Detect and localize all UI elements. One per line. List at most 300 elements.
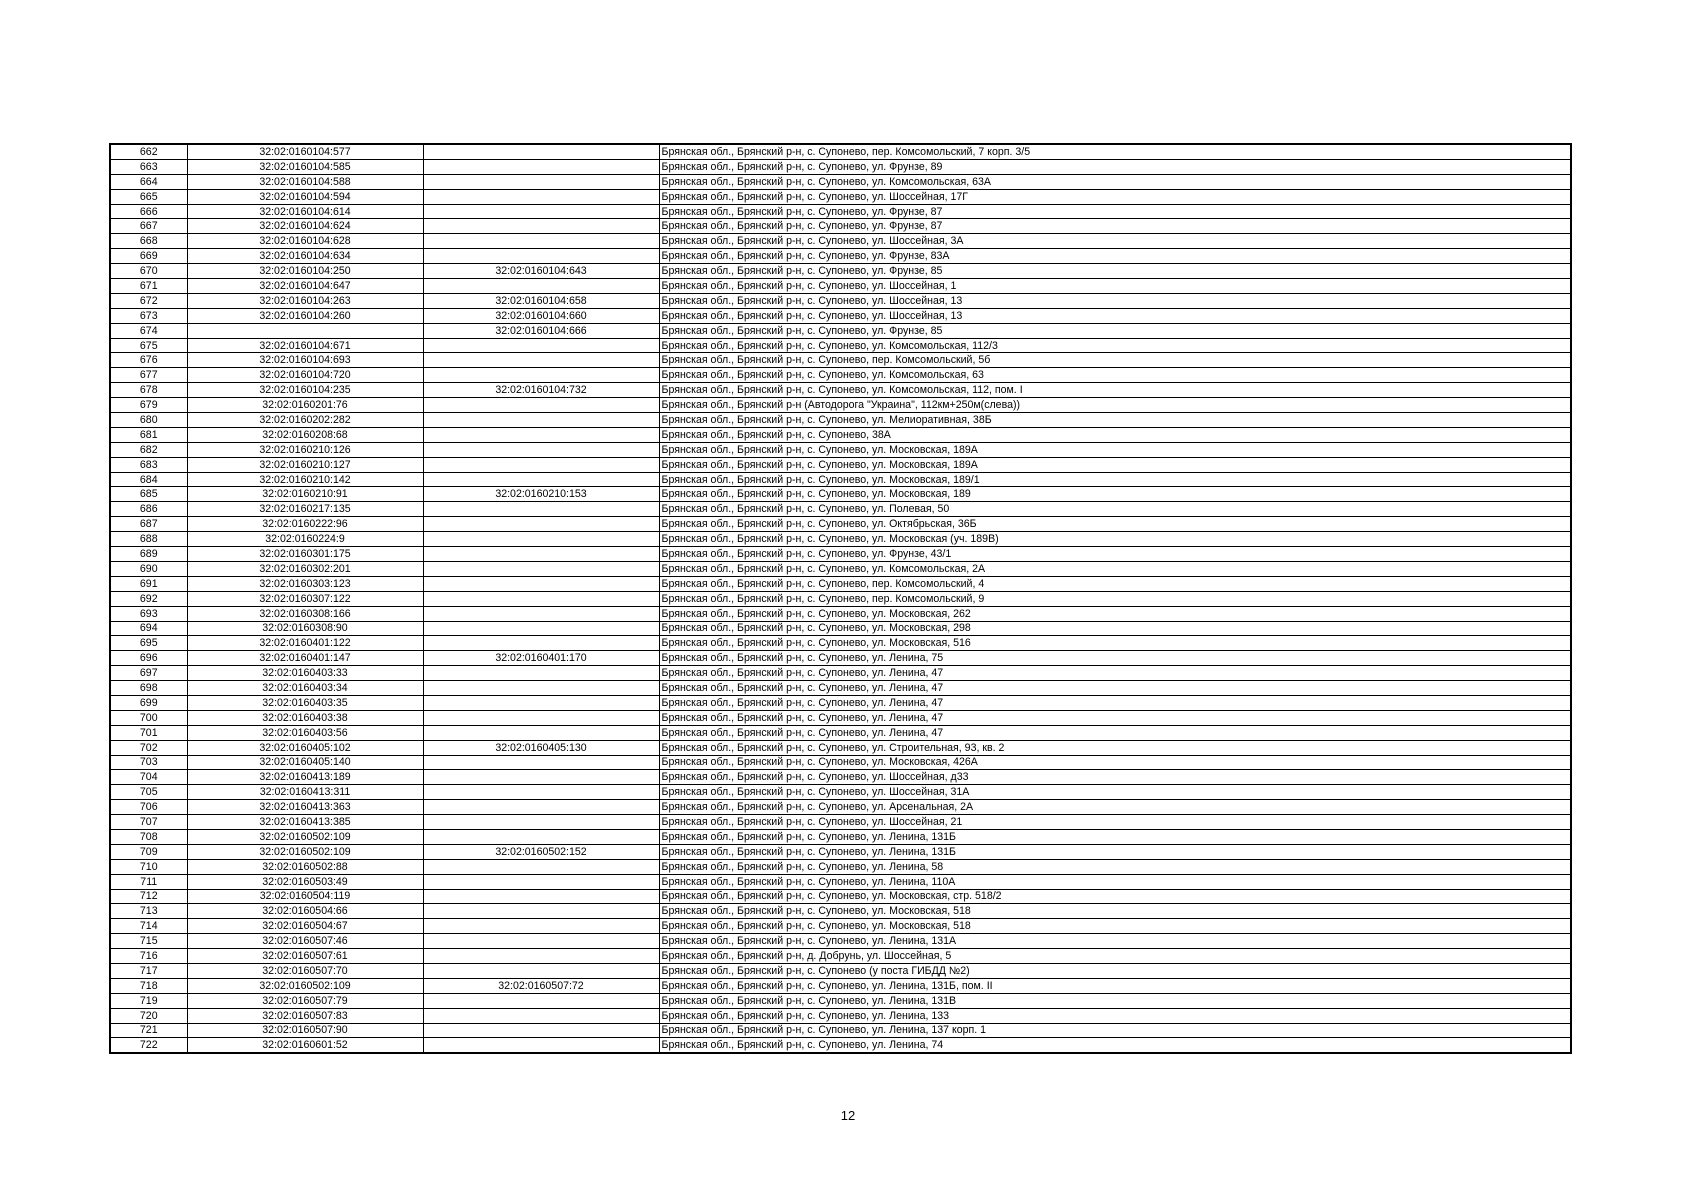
new-cadastral-number-cell: 32:02:0160405:130 bbox=[423, 740, 659, 755]
table-row bbox=[110, 279, 1571, 294]
address-cell: Брянская обл., Брянский р-н, с. Супонево, ул. Ленина, 131Б bbox=[659, 829, 1571, 844]
address-cell: Брянская обл., Брянский р-н, с. Супонево, ул. Московская, 189А bbox=[659, 457, 1571, 472]
table-row bbox=[110, 651, 1571, 666]
row-number-cell: 708 bbox=[110, 829, 187, 844]
row-number-cell: 671 bbox=[110, 279, 187, 294]
cadastral-number-cell: 32:02:0160504:66 bbox=[187, 904, 423, 919]
cadastral-number-cell: 32:02:0160507:90 bbox=[187, 1023, 423, 1038]
cadastral-number-cell: 32:02:0160401:122 bbox=[187, 636, 423, 651]
cadastral-number-cell: 32:02:0160504:67 bbox=[187, 919, 423, 934]
row-number-cell: 714 bbox=[110, 919, 187, 934]
cadastral-number-cell: 32:02:0160502:109 bbox=[187, 978, 423, 993]
table-row bbox=[110, 874, 1571, 889]
row-number-cell: 698 bbox=[110, 681, 187, 696]
cadastral-number-cell: 32:02:0160403:56 bbox=[187, 725, 423, 740]
row-number-cell: 703 bbox=[110, 755, 187, 770]
table-row bbox=[110, 427, 1571, 442]
new-cadastral-number-cell bbox=[423, 934, 659, 949]
address-cell: Брянская обл., Брянский р-н, с. Супонево, ул. Ленина, 137 корп. 1 bbox=[659, 1023, 1571, 1038]
address-cell: Брянская обл., Брянский р-н, с. Супонево, ул. Фрунзе, 85 bbox=[659, 323, 1571, 338]
cadastral-number-cell: 32:02:0160302:201 bbox=[187, 561, 423, 576]
table-row bbox=[110, 785, 1571, 800]
address-cell: Брянская обл., Брянский р-н, с. Супонево, ул. Ленина, 75 bbox=[659, 651, 1571, 666]
cadastral-number-cell: 32:02:0160222:96 bbox=[187, 517, 423, 532]
row-number-cell: 669 bbox=[110, 249, 187, 264]
cadastral-number-cell: 32:02:0160104:585 bbox=[187, 159, 423, 174]
address-cell: Брянская обл., Брянский р-н, с. Супонево, ул. Ленина, 131Б, пом. II bbox=[659, 978, 1571, 993]
cadastral-number-cell: 32:02:0160104:614 bbox=[187, 204, 423, 219]
new-cadastral-number-cell bbox=[423, 517, 659, 532]
cadastral-number-cell: 32:02:0160413:385 bbox=[187, 815, 423, 830]
address-cell: Брянская обл., Брянский р-н, с. Супонево, ул. Фрунзе, 89 bbox=[659, 159, 1571, 174]
new-cadastral-number-cell bbox=[423, 606, 659, 621]
address-cell: Брянская обл., Брянский р-н, с. Супонево, ул. Ленина, 131А bbox=[659, 934, 1571, 949]
row-number-cell: 686 bbox=[110, 502, 187, 517]
row-number-cell: 717 bbox=[110, 963, 187, 978]
row-number-cell: 666 bbox=[110, 204, 187, 219]
property-table bbox=[109, 143, 1572, 1054]
row-number-cell: 672 bbox=[110, 293, 187, 308]
table-row bbox=[110, 383, 1571, 398]
table-row bbox=[110, 681, 1571, 696]
new-cadastral-number-cell: 32:02:0160104:660 bbox=[423, 308, 659, 323]
row-number-cell: 682 bbox=[110, 442, 187, 457]
table-row bbox=[110, 144, 1571, 159]
row-number-cell: 668 bbox=[110, 234, 187, 249]
table-row bbox=[110, 368, 1571, 383]
row-number-cell: 662 bbox=[110, 144, 187, 159]
address-cell: Брянская обл., Брянский р-н, с. Супонево, ул. Комсомольская, 112/3 bbox=[659, 338, 1571, 353]
cadastral-number-cell bbox=[187, 323, 423, 338]
cadastral-number-cell: 32:02:0160104:634 bbox=[187, 249, 423, 264]
table-row bbox=[110, 249, 1571, 264]
row-number-cell: 696 bbox=[110, 651, 187, 666]
row-number-cell: 678 bbox=[110, 383, 187, 398]
new-cadastral-number-cell bbox=[423, 427, 659, 442]
new-cadastral-number-cell bbox=[423, 547, 659, 562]
new-cadastral-number-cell bbox=[423, 785, 659, 800]
cadastral-number-cell: 32:02:0160507:70 bbox=[187, 963, 423, 978]
new-cadastral-number-cell bbox=[423, 442, 659, 457]
new-cadastral-number-cell bbox=[423, 457, 659, 472]
new-cadastral-number-cell: 32:02:0160104:732 bbox=[423, 383, 659, 398]
new-cadastral-number-cell bbox=[423, 576, 659, 591]
address-cell: Брянская обл., Брянский р-н, с. Супонево, ул. Арсенальная, 2А bbox=[659, 800, 1571, 815]
row-number-cell: 716 bbox=[110, 949, 187, 964]
table-row bbox=[110, 710, 1571, 725]
row-number-cell: 677 bbox=[110, 368, 187, 383]
table-row bbox=[110, 949, 1571, 964]
row-number-cell: 707 bbox=[110, 815, 187, 830]
cadastral-number-cell: 32:02:0160502:109 bbox=[187, 844, 423, 859]
address-cell: Брянская обл., Брянский р-н, с. Супонево, ул. Фрунзе, 83А bbox=[659, 249, 1571, 264]
new-cadastral-number-cell bbox=[423, 413, 659, 428]
address-cell: Брянская обл., Брянский р-н, с. Супонево, ул. Московская, стр. 518/2 bbox=[659, 889, 1571, 904]
table-row bbox=[110, 591, 1571, 606]
cadastral-number-cell: 32:02:0160403:34 bbox=[187, 681, 423, 696]
cadastral-number-cell: 32:02:0160503:49 bbox=[187, 874, 423, 889]
address-cell: Брянская обл., Брянский р-н, с. Супонево, пер. Комсомольский, 4 bbox=[659, 576, 1571, 591]
row-number-cell: 673 bbox=[110, 308, 187, 323]
new-cadastral-number-cell: 32:02:0160104:666 bbox=[423, 323, 659, 338]
cadastral-number-cell: 32:02:0160401:147 bbox=[187, 651, 423, 666]
new-cadastral-number-cell bbox=[423, 725, 659, 740]
address-cell: Брянская обл., Брянский р-н, д. Добрунь, ул. Шоссейная, 5 bbox=[659, 949, 1571, 964]
table-row bbox=[110, 264, 1571, 279]
new-cadastral-number-cell bbox=[423, 621, 659, 636]
address-cell: Брянская обл., Брянский р-н, с. Супонево, ул. Московская, 298 bbox=[659, 621, 1571, 636]
row-number-cell: 690 bbox=[110, 561, 187, 576]
cadastral-number-cell: 32:02:0160104:693 bbox=[187, 353, 423, 368]
table-row bbox=[110, 517, 1571, 532]
new-cadastral-number-cell bbox=[423, 159, 659, 174]
row-number-cell: 693 bbox=[110, 606, 187, 621]
row-number-cell: 711 bbox=[110, 874, 187, 889]
table-row bbox=[110, 1023, 1571, 1038]
address-cell: Брянская обл., Брянский р-н, с. Супонево, ул. Шоссейная, 21 bbox=[659, 815, 1571, 830]
row-number-cell: 687 bbox=[110, 517, 187, 532]
address-cell: Брянская обл., Брянский р-н, с. Супонево, ул. Московская, 426А bbox=[659, 755, 1571, 770]
new-cadastral-number-cell bbox=[423, 993, 659, 1008]
address-cell: Брянская обл., Брянский р-н, с. Супонево, ул. Ленина, 47 bbox=[659, 725, 1571, 740]
table-row bbox=[110, 353, 1571, 368]
address-cell: Брянская обл., Брянский р-н, с. Супонево, ул. Московская, 262 bbox=[659, 606, 1571, 621]
address-cell: Брянская обл., Брянский р-н, с. Супонево, ул. Шоссейная, 3А bbox=[659, 234, 1571, 249]
new-cadastral-number-cell: 32:02:0160210:153 bbox=[423, 487, 659, 502]
table-row bbox=[110, 293, 1571, 308]
table-row bbox=[110, 234, 1571, 249]
new-cadastral-number-cell bbox=[423, 353, 659, 368]
table-row bbox=[110, 919, 1571, 934]
table-row bbox=[110, 398, 1571, 413]
table-row bbox=[110, 338, 1571, 353]
table-row bbox=[110, 829, 1571, 844]
cadastral-number-cell: 32:02:0160301:175 bbox=[187, 547, 423, 562]
cadastral-number-cell: 32:02:0160202:282 bbox=[187, 413, 423, 428]
address-cell: Брянская обл., Брянский р-н, с. Супонево, ул. Строительная, 93, кв. 2 bbox=[659, 740, 1571, 755]
table-row bbox=[110, 606, 1571, 621]
table-row bbox=[110, 576, 1571, 591]
address-cell: Брянская обл., Брянский р-н, с. Супонево, ул. Шоссейная, 1 bbox=[659, 279, 1571, 294]
new-cadastral-number-cell bbox=[423, 532, 659, 547]
new-cadastral-number-cell bbox=[423, 502, 659, 517]
new-cadastral-number-cell bbox=[423, 204, 659, 219]
address-cell: Брянская обл., Брянский р-н, с. Супонево, ул. Полевая, 50 bbox=[659, 502, 1571, 517]
table-row bbox=[110, 844, 1571, 859]
address-cell: Брянская обл., Брянский р-н (Автодорога "Украина", 112км+250м(слева)) bbox=[659, 398, 1571, 413]
table-row bbox=[110, 666, 1571, 681]
address-cell: Брянская обл., Брянский р-н, с. Супонево, ул. Ленина, 58 bbox=[659, 859, 1571, 874]
address-cell: Брянская обл., Брянский р-н, с. Супонево, ул. Ленина, 110А bbox=[659, 874, 1571, 889]
address-cell: Брянская обл., Брянский р-н, с. Супонево, ул. Московская, 189А bbox=[659, 442, 1571, 457]
table-row bbox=[110, 636, 1571, 651]
address-cell: Брянская обл., Брянский р-н, с. Супонево, ул. Ленина, 131Б bbox=[659, 844, 1571, 859]
address-cell: Брянская обл., Брянский р-н, с. Супонево, ул. Московская, 516 bbox=[659, 636, 1571, 651]
cadastral-number-cell: 32:02:0160601:52 bbox=[187, 1038, 423, 1053]
cadastral-number-cell: 32:02:0160403:38 bbox=[187, 710, 423, 725]
row-number-cell: 713 bbox=[110, 904, 187, 919]
cadastral-number-cell: 32:02:0160104:577 bbox=[187, 144, 423, 159]
cadastral-number-cell: 32:02:0160405:102 bbox=[187, 740, 423, 755]
new-cadastral-number-cell bbox=[423, 472, 659, 487]
address-cell: Брянская обл., Брянский р-н, с. Супонево, пер. Комсомольский, 9 bbox=[659, 591, 1571, 606]
new-cadastral-number-cell bbox=[423, 681, 659, 696]
address-cell: Брянская обл., Брянский р-н, с. Супонево, ул. Ленина, 47 bbox=[659, 666, 1571, 681]
new-cadastral-number-cell bbox=[423, 249, 659, 264]
row-number-cell: 699 bbox=[110, 695, 187, 710]
cadastral-number-cell: 32:02:0160210:127 bbox=[187, 457, 423, 472]
row-number-cell: 706 bbox=[110, 800, 187, 815]
address-cell: Брянская обл., Брянский р-н, с. Супонево, ул. Ленина, 47 bbox=[659, 710, 1571, 725]
new-cadastral-number-cell bbox=[423, 859, 659, 874]
table-row bbox=[110, 308, 1571, 323]
row-number-cell: 681 bbox=[110, 427, 187, 442]
new-cadastral-number-cell bbox=[423, 1008, 659, 1023]
new-cadastral-number-cell: 32:02:0160104:643 bbox=[423, 264, 659, 279]
table-row bbox=[110, 204, 1571, 219]
table-row bbox=[110, 755, 1571, 770]
row-number-cell: 722 bbox=[110, 1038, 187, 1053]
row-number-cell: 701 bbox=[110, 725, 187, 740]
address-cell: Брянская обл., Брянский р-н, с. Супонево, ул. Шоссейная, 17Г bbox=[659, 189, 1571, 204]
new-cadastral-number-cell bbox=[423, 770, 659, 785]
table-row bbox=[110, 159, 1571, 174]
cadastral-number-cell: 32:02:0160507:46 bbox=[187, 934, 423, 949]
cadastral-number-cell: 32:02:0160224:9 bbox=[187, 532, 423, 547]
cadastral-number-cell: 32:02:0160104:594 bbox=[187, 189, 423, 204]
row-number-cell: 667 bbox=[110, 219, 187, 234]
cadastral-number-cell: 32:02:0160104:235 bbox=[187, 383, 423, 398]
new-cadastral-number-cell bbox=[423, 815, 659, 830]
table-row bbox=[110, 189, 1571, 204]
row-number-cell: 688 bbox=[110, 532, 187, 547]
table-row bbox=[110, 323, 1571, 338]
row-number-cell: 718 bbox=[110, 978, 187, 993]
cadastral-number-cell: 32:02:0160104:624 bbox=[187, 219, 423, 234]
row-number-cell: 719 bbox=[110, 993, 187, 1008]
table-row bbox=[110, 1008, 1571, 1023]
new-cadastral-number-cell bbox=[423, 1023, 659, 1038]
cadastral-number-cell: 32:02:0160104:263 bbox=[187, 293, 423, 308]
address-cell: Брянская обл., Брянский р-н, с. Супонево, ул. Московская, 189 bbox=[659, 487, 1571, 502]
cadastral-number-cell: 32:02:0160208:68 bbox=[187, 427, 423, 442]
cadastral-number-cell: 32:02:0160502:109 bbox=[187, 829, 423, 844]
cadastral-number-cell: 32:02:0160507:79 bbox=[187, 993, 423, 1008]
address-cell: Брянская обл., Брянский р-н, с. Супонево, ул. Шоссейная, д33 bbox=[659, 770, 1571, 785]
cadastral-number-cell: 32:02:0160104:647 bbox=[187, 279, 423, 294]
row-number-cell: 674 bbox=[110, 323, 187, 338]
row-number-cell: 683 bbox=[110, 457, 187, 472]
table-row bbox=[110, 487, 1571, 502]
address-cell: Брянская обл., Брянский р-н, с. Супонево, ул. Шоссейная, 31А bbox=[659, 785, 1571, 800]
address-cell: Брянская обл., Брянский р-н, с. Супонево, пер. Комсомольский, 5б bbox=[659, 353, 1571, 368]
address-cell: Брянская обл., Брянский р-н, с. Супонево, ул. Фрунзе, 87 bbox=[659, 204, 1571, 219]
table-row bbox=[110, 993, 1571, 1008]
table-row bbox=[110, 889, 1571, 904]
address-cell: Брянская обл., Брянский р-н, с. Супонево, ул. Ленина, 47 bbox=[659, 695, 1571, 710]
table-row bbox=[110, 859, 1571, 874]
cadastral-number-cell: 32:02:0160502:88 bbox=[187, 859, 423, 874]
new-cadastral-number-cell bbox=[423, 963, 659, 978]
new-cadastral-number-cell bbox=[423, 189, 659, 204]
cadastral-number-cell: 32:02:0160210:126 bbox=[187, 442, 423, 457]
table-row bbox=[110, 1038, 1571, 1053]
address-cell: Брянская обл., Брянский р-н, с. Супонево, ул. Ленина, 47 bbox=[659, 681, 1571, 696]
new-cadastral-number-cell bbox=[423, 174, 659, 189]
new-cadastral-number-cell bbox=[423, 800, 659, 815]
row-number-cell: 689 bbox=[110, 547, 187, 562]
row-number-cell: 664 bbox=[110, 174, 187, 189]
table-row bbox=[110, 219, 1571, 234]
cadastral-number-cell: 32:02:0160104:671 bbox=[187, 338, 423, 353]
address-cell: Брянская обл., Брянский р-н, с. Супонево, 38А bbox=[659, 427, 1571, 442]
table-row bbox=[110, 978, 1571, 993]
new-cadastral-number-cell bbox=[423, 279, 659, 294]
row-number-cell: 720 bbox=[110, 1008, 187, 1023]
table-row bbox=[110, 904, 1571, 919]
cadastral-number-cell: 32:02:0160104:260 bbox=[187, 308, 423, 323]
table-row bbox=[110, 502, 1571, 517]
new-cadastral-number-cell bbox=[423, 591, 659, 606]
new-cadastral-number-cell bbox=[423, 338, 659, 353]
new-cadastral-number-cell bbox=[423, 234, 659, 249]
new-cadastral-number-cell bbox=[423, 949, 659, 964]
new-cadastral-number-cell bbox=[423, 919, 659, 934]
row-number-cell: 676 bbox=[110, 353, 187, 368]
new-cadastral-number-cell bbox=[423, 219, 659, 234]
cadastral-number-cell: 32:02:0160201:76 bbox=[187, 398, 423, 413]
cadastral-number-cell: 32:02:0160507:61 bbox=[187, 949, 423, 964]
table-row bbox=[110, 561, 1571, 576]
new-cadastral-number-cell: 32:02:0160502:152 bbox=[423, 844, 659, 859]
cadastral-number-cell: 32:02:0160217:135 bbox=[187, 502, 423, 517]
row-number-cell: 694 bbox=[110, 621, 187, 636]
row-number-cell: 679 bbox=[110, 398, 187, 413]
table-row bbox=[110, 621, 1571, 636]
new-cadastral-number-cell bbox=[423, 368, 659, 383]
address-cell: Брянская обл., Брянский р-н, с. Супонево, ул. Московская, 518 bbox=[659, 919, 1571, 934]
address-cell: Брянская обл., Брянский р-н, с. Супонево, ул. Комсомольская, 2А bbox=[659, 561, 1571, 576]
new-cadastral-number-cell bbox=[423, 874, 659, 889]
cadastral-number-cell: 32:02:0160413:363 bbox=[187, 800, 423, 815]
cadastral-number-cell: 32:02:0160104:628 bbox=[187, 234, 423, 249]
new-cadastral-number-cell bbox=[423, 755, 659, 770]
address-cell: Брянская обл., Брянский р-н, с. Супонево, ул. Комсомольская, 112, пом. I bbox=[659, 383, 1571, 398]
new-cadastral-number-cell bbox=[423, 829, 659, 844]
table-row bbox=[110, 472, 1571, 487]
new-cadastral-number-cell bbox=[423, 710, 659, 725]
cadastral-number-cell: 32:02:0160413:311 bbox=[187, 785, 423, 800]
address-cell: Брянская обл., Брянский р-н, с. Супонево, ул. Шоссейная, 13 bbox=[659, 293, 1571, 308]
row-number-cell: 691 bbox=[110, 576, 187, 591]
cadastral-number-cell: 32:02:0160403:35 bbox=[187, 695, 423, 710]
table-row bbox=[110, 934, 1571, 949]
cadastral-number-cell: 32:02:0160307:122 bbox=[187, 591, 423, 606]
new-cadastral-number-cell bbox=[423, 636, 659, 651]
table-row bbox=[110, 547, 1571, 562]
table-row bbox=[110, 963, 1571, 978]
new-cadastral-number-cell bbox=[423, 666, 659, 681]
cadastral-number-cell: 32:02:0160104:720 bbox=[187, 368, 423, 383]
row-number-cell: 663 bbox=[110, 159, 187, 174]
row-number-cell: 680 bbox=[110, 413, 187, 428]
address-cell: Брянская обл., Брянский р-н, с. Супонево, ул. Фрунзе, 85 bbox=[659, 264, 1571, 279]
new-cadastral-number-cell: 32:02:0160401:170 bbox=[423, 651, 659, 666]
cadastral-number-cell: 32:02:0160303:123 bbox=[187, 576, 423, 591]
cadastral-number-cell: 32:02:0160308:166 bbox=[187, 606, 423, 621]
row-number-cell: 704 bbox=[110, 770, 187, 785]
new-cadastral-number-cell: 32:02:0160104:658 bbox=[423, 293, 659, 308]
cadastral-number-cell: 32:02:0160308:90 bbox=[187, 621, 423, 636]
address-cell: Брянская обл., Брянский р-н, с. Супонево, ул. Комсомольская, 63 bbox=[659, 368, 1571, 383]
table-row bbox=[110, 532, 1571, 547]
new-cadastral-number-cell bbox=[423, 144, 659, 159]
address-cell: Брянская обл., Брянский р-н, с. Супонево, ул. Московская (уч. 189В) bbox=[659, 532, 1571, 547]
new-cadastral-number-cell bbox=[423, 1038, 659, 1053]
new-cadastral-number-cell bbox=[423, 889, 659, 904]
table-row bbox=[110, 770, 1571, 785]
address-cell: Брянская обл., Брянский р-н, с. Супонево (у поста ГИБДД №2) bbox=[659, 963, 1571, 978]
address-cell: Брянская обл., Брянский р-н, с. Супонево, ул. Ленина, 131В bbox=[659, 993, 1571, 1008]
row-number-cell: 715 bbox=[110, 934, 187, 949]
cadastral-number-cell: 32:02:0160413:189 bbox=[187, 770, 423, 785]
table-body bbox=[110, 144, 1571, 1053]
table-row bbox=[110, 442, 1571, 457]
address-cell: Брянская обл., Брянский р-н, с. Супонево, ул. Фрунзе, 87 bbox=[659, 219, 1571, 234]
address-cell: Брянская обл., Брянский р-н, с. Супонево, ул. Комсомольская, 63А bbox=[659, 174, 1571, 189]
row-number-cell: 684 bbox=[110, 472, 187, 487]
cadastral-number-cell: 32:02:0160504:119 bbox=[187, 889, 423, 904]
row-number-cell: 705 bbox=[110, 785, 187, 800]
new-cadastral-number-cell: 32:02:0160507:72 bbox=[423, 978, 659, 993]
row-number-cell: 697 bbox=[110, 666, 187, 681]
cadastral-number-cell: 32:02:0160210:142 bbox=[187, 472, 423, 487]
new-cadastral-number-cell bbox=[423, 904, 659, 919]
new-cadastral-number-cell bbox=[423, 561, 659, 576]
table-row bbox=[110, 457, 1571, 472]
row-number-cell: 710 bbox=[110, 859, 187, 874]
cadastral-number-cell: 32:02:0160104:250 bbox=[187, 264, 423, 279]
address-cell: Брянская обл., Брянский р-н, с. Супонево, ул. Московская, 189/1 bbox=[659, 472, 1571, 487]
address-cell: Брянская обл., Брянский р-н, с. Супонево, ул. Ленина, 133 bbox=[659, 1008, 1571, 1023]
table-row bbox=[110, 800, 1571, 815]
table-row bbox=[110, 413, 1571, 428]
address-cell: Брянская обл., Брянский р-н, с. Супонево, ул. Мелиоративная, 38Б bbox=[659, 413, 1571, 428]
row-number-cell: 712 bbox=[110, 889, 187, 904]
address-cell: Брянская обл., Брянский р-н, с. Супонево, ул. Октябрьская, 36Б bbox=[659, 517, 1571, 532]
page-number: 12 bbox=[840, 1108, 856, 1123]
row-number-cell: 709 bbox=[110, 844, 187, 859]
table-row bbox=[110, 725, 1571, 740]
table-row bbox=[110, 695, 1571, 710]
address-cell: Брянская обл., Брянский р-н, с. Супонево, пер. Комсомольский, 7 корп. 3/5 bbox=[659, 144, 1571, 159]
row-number-cell: 665 bbox=[110, 189, 187, 204]
cadastral-number-cell: 32:02:0160104:588 bbox=[187, 174, 423, 189]
table-row bbox=[110, 740, 1571, 755]
row-number-cell: 675 bbox=[110, 338, 187, 353]
address-cell: Брянская обл., Брянский р-н, с. Супонево, ул. Шоссейная, 13 bbox=[659, 308, 1571, 323]
row-number-cell: 700 bbox=[110, 710, 187, 725]
address-cell: Брянская обл., Брянский р-н, с. Супонево, ул. Московская, 518 bbox=[659, 904, 1571, 919]
address-cell: Брянская обл., Брянский р-н, с. Супонево, ул. Фрунзе, 43/1 bbox=[659, 547, 1571, 562]
row-number-cell: 721 bbox=[110, 1023, 187, 1038]
row-number-cell: 670 bbox=[110, 264, 187, 279]
cadastral-number-cell: 32:02:0160405:140 bbox=[187, 755, 423, 770]
row-number-cell: 702 bbox=[110, 740, 187, 755]
row-number-cell: 685 bbox=[110, 487, 187, 502]
row-number-cell: 692 bbox=[110, 591, 187, 606]
cadastral-number-cell: 32:02:0160403:33 bbox=[187, 666, 423, 681]
